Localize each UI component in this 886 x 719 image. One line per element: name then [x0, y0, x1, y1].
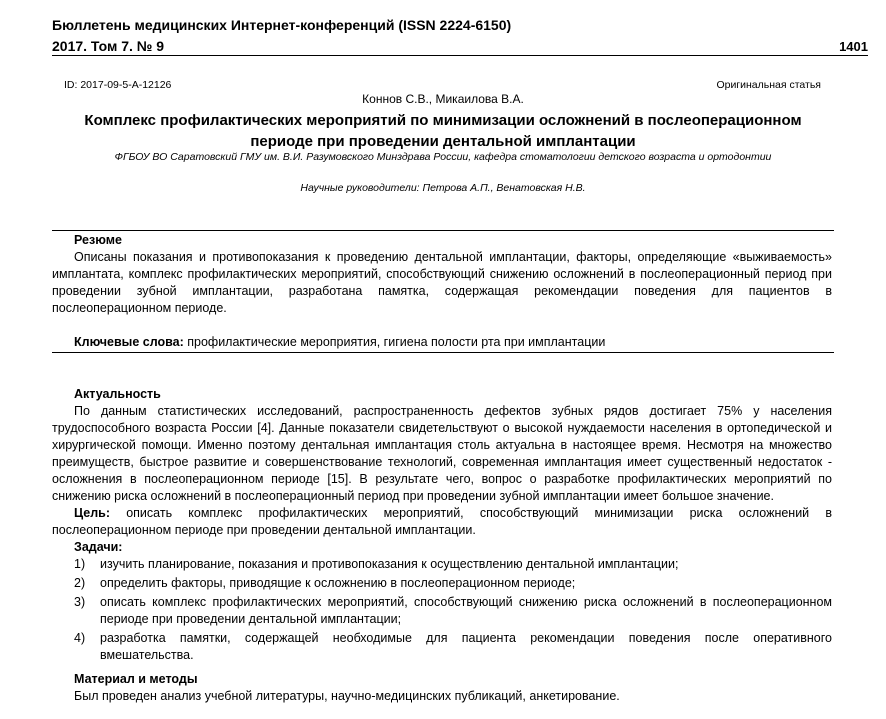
keywords-line	[52, 334, 832, 351]
article-authors: Коннов С.В., Микаилова В.А.	[362, 92, 524, 106]
header-divider	[52, 55, 868, 56]
article-id: ID: 2017-09-5-А-12126	[64, 79, 172, 91]
keywords-block	[52, 334, 832, 351]
abstract-block	[52, 232, 832, 317]
article-supervisors: Научные руководители: Петрова А.П., Венатовская Н.В.	[300, 182, 586, 194]
tasks-heading: Задачи:	[74, 540, 123, 554]
list-item-number: 2)	[74, 576, 86, 590]
relevance-heading: Актуальность	[74, 387, 161, 401]
list-item-number: 1)	[74, 557, 86, 571]
abstract-text: Описаны показания и противопоказания к проведению дентальной имплантации, факторы, определяющие «выживаемость» имплантата, комплекс профилактических мероприятий, способствующий снижению осложнений в послеоперационный период при проведении зубной имплантации, разработана памятка, содержащая рекомендации поведения для пациентов в послеоперационном периоде.	[52, 250, 832, 315]
list-item	[52, 630, 832, 664]
list-item	[52, 594, 832, 628]
article-title: Комплекс профилактических мероприятий по минимизации осложнений в послеоперационном периоде при проведении дентальной имплантации	[84, 112, 802, 150]
journal-title: Бюллетень медицинских Интернет-конференций (ISSN 2224-6150)	[52, 17, 512, 33]
list-item	[52, 556, 832, 573]
abstract-heading: Резюме	[74, 233, 122, 247]
goal-text: описать комплекс профилактических мероприятий, способствующий минимизации риска осложнений в послеоперационном периоде при проведении дентальной имплантации.	[52, 506, 832, 537]
goal-paragraph	[52, 505, 832, 539]
list-item-number: 4)	[74, 631, 86, 645]
methods-block	[52, 671, 832, 705]
list-item-text: изучить планирование, показания и противопоказания к осуществлению дентальной имплантации;	[100, 557, 679, 571]
article-affiliation: ФГБОУ ВО Саратовский ГМУ им. В.И. Разумовского Минздрава России, кафедра стоматологии детского возраста и ортодонтии	[114, 151, 772, 163]
methods-text: Был проведен анализ учебной литературы, научно-медицинских публикаций, анкетирование.	[74, 689, 620, 703]
keywords-text: профилактические мероприятия, гигиена полости рта при имплантации	[183, 335, 606, 349]
abstract-top-rule	[52, 230, 834, 231]
article-type: Оригинальная статья	[716, 79, 821, 91]
goal-label: Цель:	[74, 506, 111, 520]
tasks-list	[52, 556, 832, 664]
methods-heading: Материал и методы	[74, 672, 198, 686]
list-item-text: описать комплекс профилактических мероприятий, способствующий снижению риска осложнений в послеоперационном периоде при проведении дентальной имплантации;	[100, 595, 832, 626]
keywords-bottom-rule	[52, 352, 834, 353]
keywords-label: Ключевые слова:	[74, 335, 184, 349]
list-item-text: разработка памятки, содержащей необходимые для пациента рекомендации поведения после оперативного вмешательства.	[100, 631, 832, 662]
main-body	[52, 386, 832, 666]
list-item-text: определить факторы, приводящие к осложнению в послеоперационном периоде;	[100, 576, 576, 590]
list-item-number: 3)	[74, 595, 86, 609]
page-number: 1401	[839, 39, 868, 54]
list-item	[52, 575, 832, 592]
relevance-text: По данным статистических исследований, распространенность дефектов зубных рядов достигает 75% у населения трудоспособного возраста России [4]. Данные показатели свидетельствуют о высокой нуждаемости населения в ортопедической и хирургической помощи. Именно поэтому дентальная имплантация столь актуальна в настоящее время. Несмотря на множество преимуществ, быстрое развитие и совершенствование технологий, современная имплантация имеет существенный недостаток - осложнения в послеоперационном периоде [15]. В результате чего, вопрос о разработке профилактических мероприятий по снижению риска осложнений в послеоперационный период при проведении зубной имплантации имеет большое значение.	[52, 404, 832, 503]
journal-issue: 2017. Том 7. № 9	[52, 38, 165, 54]
